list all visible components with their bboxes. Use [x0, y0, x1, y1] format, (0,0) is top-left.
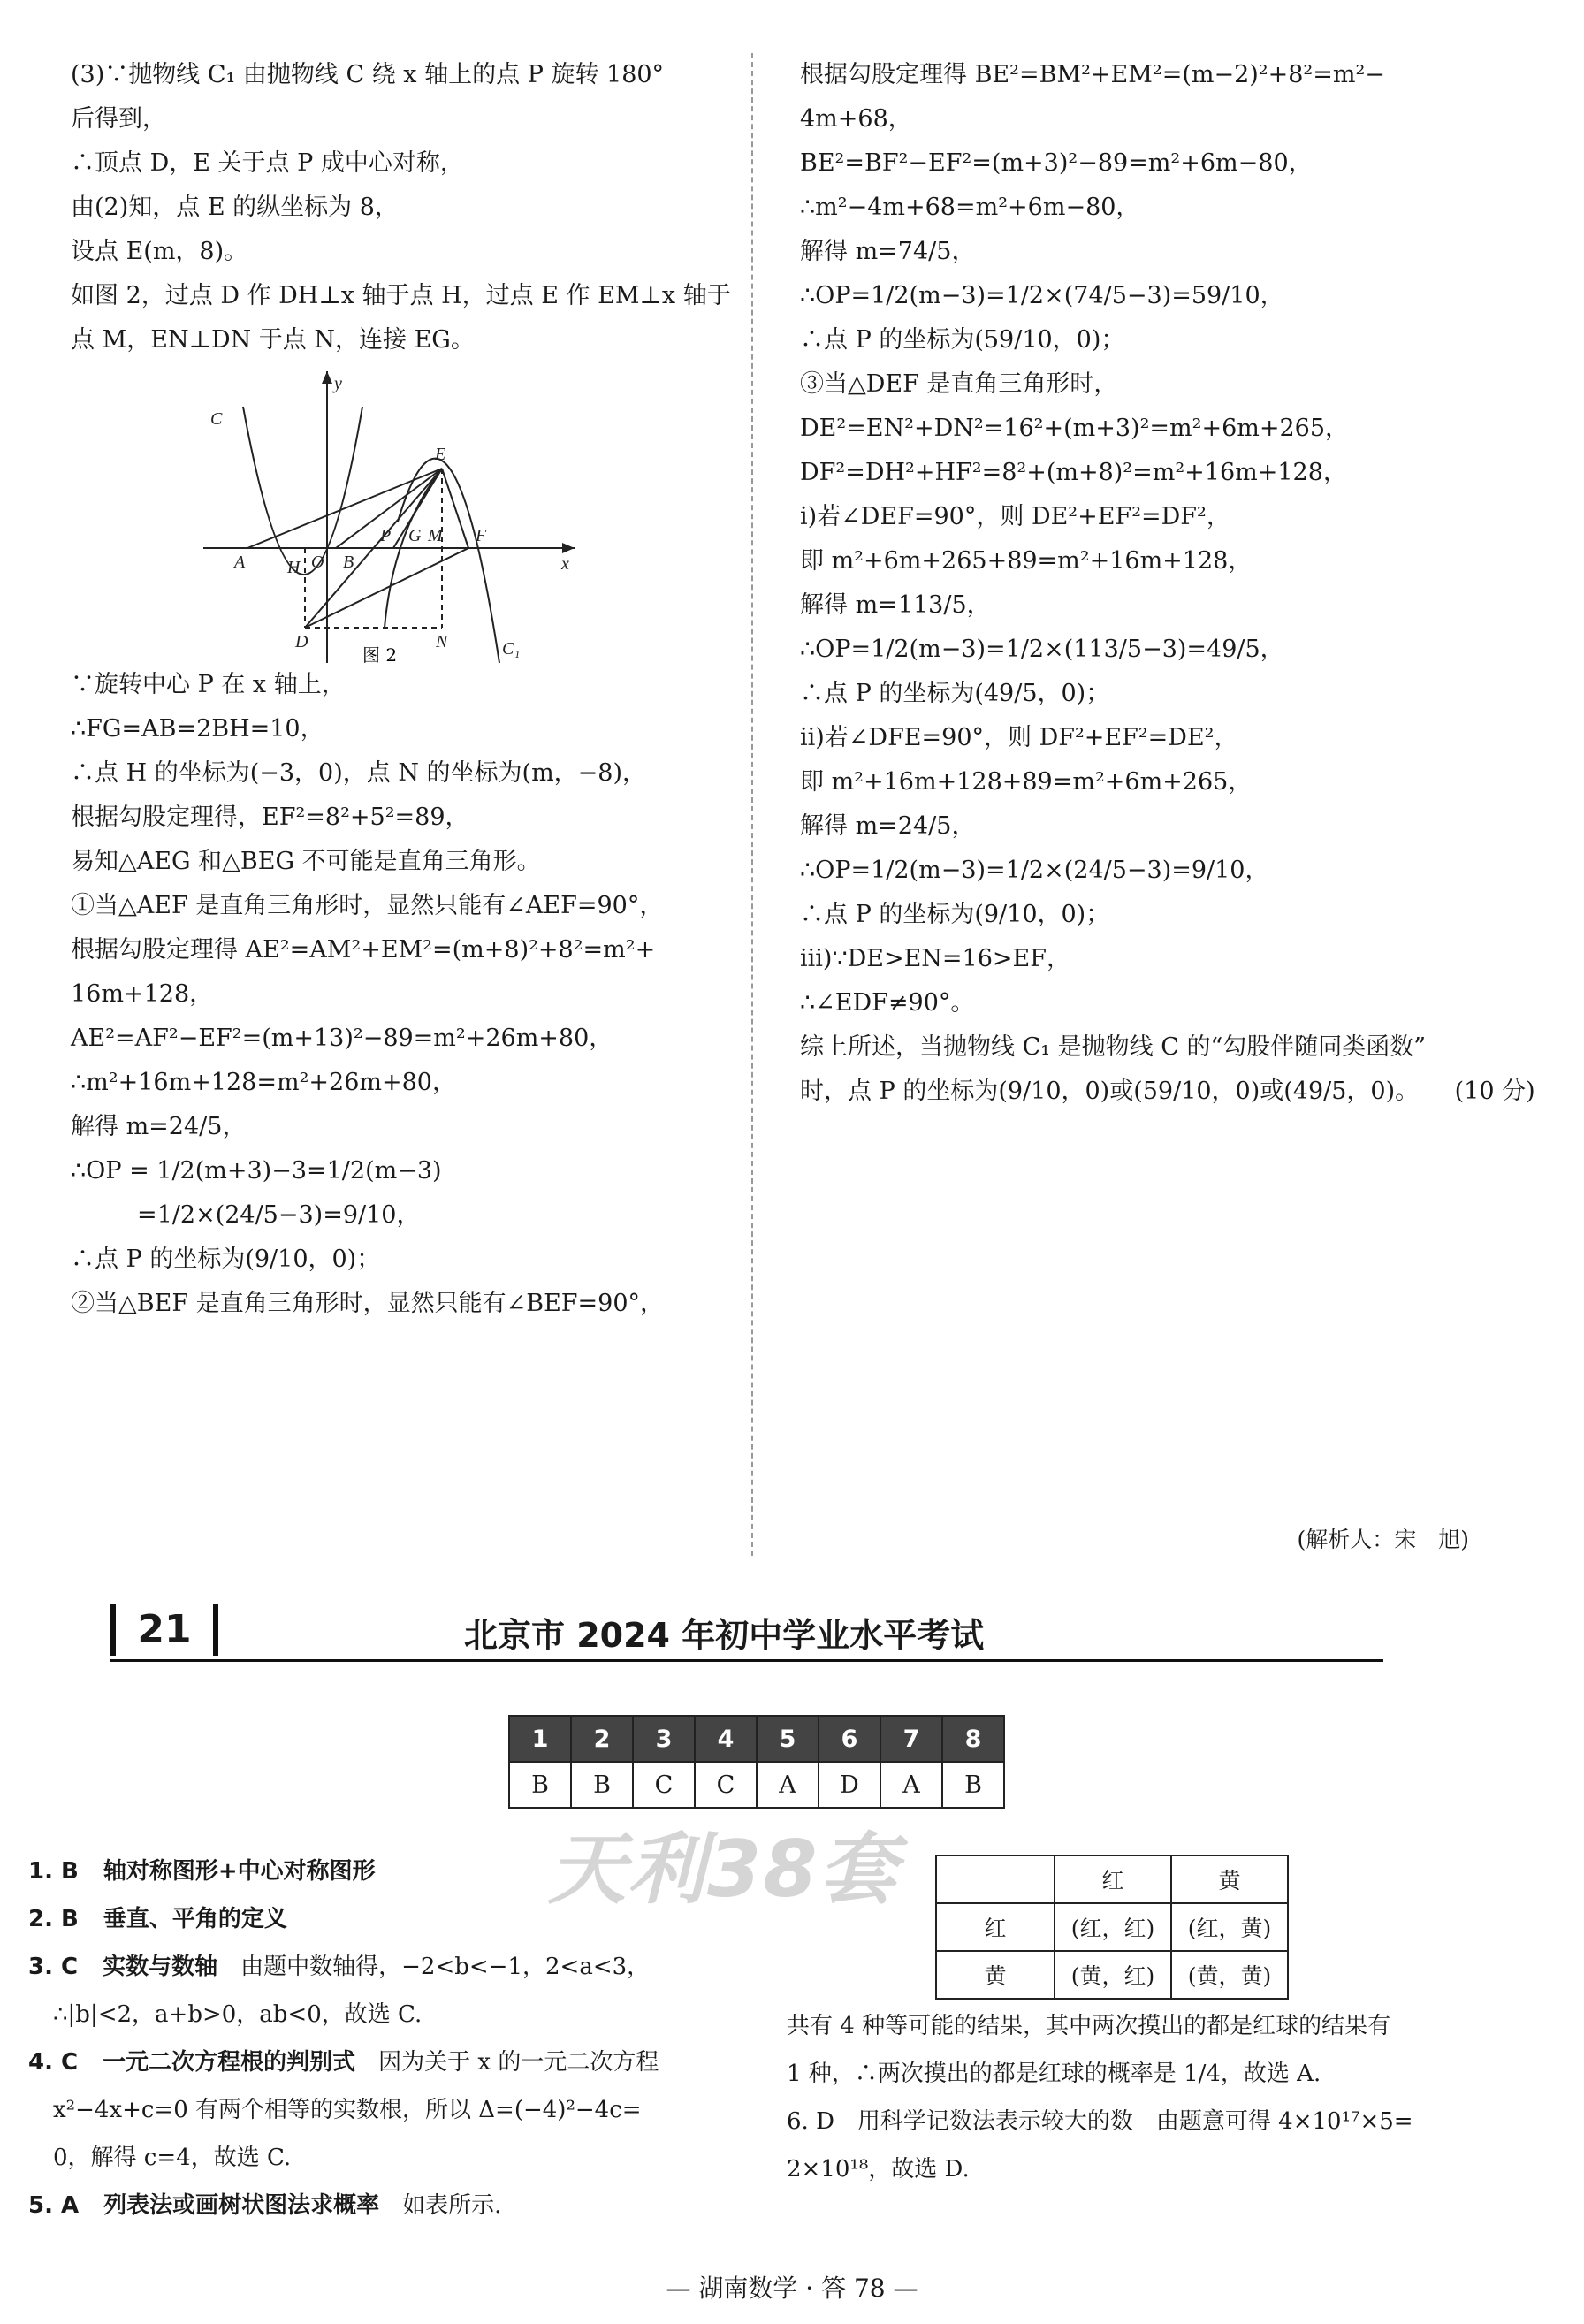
solution-line: BE²=BF²−EF²=(m+3)²−89=m²+6m−80，: [800, 149, 1313, 177]
solution-line: DE²=EN²+DN²=16²+(m+3)²=m²+6m+265，: [800, 415, 1350, 442]
label-F: F: [476, 526, 487, 545]
solution-line: ∵旋转中心 P 在 x 轴上，: [71, 671, 346, 698]
solution-line: 根据勾股定理得 AE²=AM²+EM²=(m+8)²+8²=m²+: [71, 936, 656, 964]
answer-number: 4: [695, 1716, 757, 1762]
right-column: [800, 53, 1535, 1114]
answer-explanation-line: [28, 2182, 735, 2229]
section-header: [110, 1604, 1383, 1662]
answer-choice: B: [942, 1762, 1004, 1808]
label-H: H: [287, 558, 301, 577]
label-C: C: [210, 409, 223, 429]
solution-line: ①当△AEF 是直角三角形时，显然只能有∠AEF=90°，: [71, 892, 664, 919]
label-E: E: [435, 445, 446, 464]
label-N: N: [436, 632, 448, 651]
explanation-text: ∴|b|<2，a+b>0，ab<0，故选 C.: [53, 2001, 423, 2028]
section-rule: [110, 1659, 1383, 1662]
answer-explanation-line: [28, 1848, 735, 1895]
explanation-num: 3. C: [28, 1954, 79, 1980]
answer-explanation-line: [28, 2134, 735, 2182]
label-A: A: [234, 552, 246, 572]
explanation-num: 4. C: [28, 2049, 79, 2076]
label-y: y: [334, 374, 342, 393]
solution-line: 解得 m=74/5，: [800, 238, 976, 265]
answer-explanation-line: [28, 1991, 735, 2038]
analyst-credit: (解析人：宋 旭): [1297, 1527, 1469, 1552]
solution-line: ⅲ)∵DE>EN=16>EF，: [800, 945, 1070, 972]
answer-choice: A: [757, 1762, 819, 1808]
answer-explanation-line: [28, 1895, 735, 1943]
prob-cell: (黄，红): [1055, 1951, 1171, 1999]
page-footer: — 湖南数学 · 答 78 —: [666, 2274, 918, 2303]
solution-line: ∴点 P 的坐标为(49/5，0)；: [800, 680, 1110, 707]
answer-number: 7: [880, 1716, 942, 1762]
label-D: D: [295, 632, 308, 651]
figure-caption: 图 2: [362, 644, 398, 663]
bottom-left-column: [28, 1848, 735, 2229]
explanation-num: 2. B: [28, 1906, 79, 1932]
prob-cell: 红: [936, 1903, 1055, 1951]
solution-line: 后得到，: [71, 105, 166, 133]
solution-line: 时，点 P 的坐标为(9/10，0)或(59/10，0)或(49/5，0)。 (10 分): [800, 1078, 1535, 1105]
solution-line: 由(2)知，点 E 的纵坐标为 8，: [71, 194, 399, 221]
answer-number: 2: [571, 1716, 633, 1762]
explanation-text: 如表所示.: [379, 2192, 502, 2219]
solution-line: 根据勾股定理得，EF²=8²+5²=89，: [71, 804, 469, 831]
solution-line: ∴OP=1/2(m−3)=1/2×(74/5−3)=59/10，: [800, 282, 1284, 309]
solution-line: DF²=DH²+HF²=8²+(m+8)²=m²+16m+128，: [800, 459, 1347, 486]
answer-explanation-line: 2×10¹⁸，故选 D.: [787, 2156, 970, 2183]
solution-line: ∴OP=1/2(m−3)=1/2×(113/5−3)=49/5，: [800, 636, 1284, 663]
solution-line: 如图 2，过点 D 作 DH⊥x 轴于点 H，过点 E 作 EM⊥x 轴于: [71, 282, 731, 309]
watermark: 天利38套: [548, 1824, 899, 1915]
solution-line: 4m+68，: [800, 105, 912, 133]
solution-line: ∴顶点 D，E 关于点 P 成中心对称，: [71, 149, 464, 177]
answer-explanation-line: 6. D 用科学记数法表示较大的数 由题意可得 4×10¹⁷×5=: [787, 2108, 1413, 2135]
answer-explanation-line: 1 种，∴两次摸出的都是红球的概率是 1/4，故选 A.: [787, 2061, 1321, 2087]
answer-table: [508, 1715, 1005, 1809]
answer-number: 6: [819, 1716, 880, 1762]
solution-line: ∴FG=AB=2BH=10，: [71, 715, 324, 743]
explanation-num: 5. A: [28, 2192, 80, 2219]
prob-cell: 黄: [936, 1951, 1055, 1999]
solution-line: 点 M，EN⊥DN 于点 N，连接 EG。: [71, 326, 475, 354]
solution-line: ∴OP=1/2(m−3)=1/2×(24/5−3)=9/10，: [800, 857, 1269, 884]
explanation-text: 0，解得 c=4，故选 C.: [53, 2145, 292, 2171]
solution-line: ∴m²−4m+68=m²+6m−80，: [800, 194, 1140, 221]
label-B: B: [343, 552, 354, 572]
answer-choice: B: [571, 1762, 633, 1808]
label-x: x: [561, 554, 569, 574]
solution-line: 根据勾股定理得 BE²=BM²+EM²=(m−2)²+8²=m²−: [800, 61, 1385, 88]
solution-line: 16m+128，: [71, 980, 214, 1008]
solution-line: ∴点 P 的坐标为(9/10，0)；: [800, 901, 1110, 928]
prob-cell: (红，红): [1055, 1903, 1171, 1951]
solution-line: 解得 m=24/5，: [71, 1113, 247, 1140]
label-O: O: [311, 552, 324, 572]
solution-line: 解得 m=24/5，: [800, 812, 976, 840]
answer-choice: A: [880, 1762, 942, 1808]
solution-line: ⅰ)若∠DEF=90°，则 DE²+EF²=DF²，: [800, 503, 1230, 530]
solution-line: 设点 E(m，8)。: [71, 238, 248, 265]
prob-cell: (红，黄): [1171, 1903, 1288, 1951]
answer-choice: D: [819, 1762, 880, 1808]
solution-line: ③当△DEF 是直角三角形时，: [800, 370, 1118, 398]
explanation-text: 由题中数轴得，−2<b<−1，2<a<3，: [217, 1954, 651, 1980]
solution-line: ∴OP = 1/2(m+3)−3=1/2(m−3): [71, 1157, 442, 1185]
explanation-kw: 列表法或画树状图法求概率: [103, 2192, 380, 2219]
probability-table: [935, 1855, 1289, 2000]
prob-header-cell: [936, 1855, 1055, 1903]
figure-2-graph: [203, 371, 575, 663]
solution-line: 综上所述，当抛物线 C₁ 是抛物线 C 的“勾股伴随同类函数”: [800, 1033, 1427, 1061]
section-title: 北京市 2024 年初中学业水平考试: [464, 1616, 985, 1655]
explanation-kw: 实数与数轴: [103, 1954, 218, 1980]
label-M: M: [428, 526, 443, 545]
solution-line: ∴点 P 的坐标为(9/10，0)；: [71, 1246, 381, 1273]
explanation-text: 因为关于 x 的一元二次方程: [355, 2049, 659, 2076]
solution-line: ∴点 H 的坐标为(−3，0)，点 N 的坐标为(m，−8)，: [71, 759, 647, 787]
answer-number: 3: [633, 1716, 695, 1762]
answer-explanation-line: [28, 2038, 735, 2086]
answer-number: 1: [509, 1716, 571, 1762]
answer-explanation-line: [28, 2086, 735, 2134]
answer-explanation-line: [28, 1943, 735, 1991]
bottom-right-column: [787, 2002, 1494, 2193]
solution-line: ②当△BEF 是直角三角形时，显然只能有∠BEF=90°，: [71, 1290, 665, 1317]
solution-line: 即 m²+16m+128+89=m²+6m+265，: [800, 768, 1253, 796]
answer-choice: B: [509, 1762, 571, 1808]
answer-choice: C: [633, 1762, 695, 1808]
explanation-kw: 垂直、平角的定义: [103, 1906, 287, 1932]
left-column: [71, 53, 751, 1326]
label-P: P: [380, 526, 392, 545]
solution-line: 即 m²+6m+265+89=m²+16m+128，: [800, 547, 1253, 575]
solution-line: ∴m²+16m+128=m²+26m+80，: [71, 1069, 456, 1096]
solution-line: 易知△AEG 和△BEG 不可能是直角三角形。: [71, 848, 541, 875]
op-continuation: =1/2×(24/5−3)=9/10，: [137, 1201, 421, 1229]
explanation-text: x²−4x+c=0 有两个相等的实数根，所以 Δ=(−4)²−4c=: [53, 2097, 642, 2123]
solution-line: ∴∠EDF≠90°。: [800, 989, 975, 1017]
solution-line: ∴点 P 的坐标为(59/10，0)；: [800, 326, 1125, 354]
solution-line: ⅱ)若∠DFE=90°，则 DF²+EF²=DE²，: [800, 724, 1238, 751]
answer-explanation-line: 共有 4 种等可能的结果，其中两次摸出的都是红球的结果有: [787, 2013, 1391, 2039]
prob-cell: (黄，黄): [1171, 1951, 1288, 1999]
explanation-kw: 轴对称图形+中心对称图形: [103, 1858, 376, 1885]
solution-line: AE²=AF²−EF²=(m+13)²−89=m²+26m+80，: [71, 1025, 613, 1052]
solution-line: 解得 m=113/5，: [800, 591, 991, 619]
label-G: G: [408, 526, 422, 545]
solution-line: (3)∵抛物线 C₁ 由抛物线 C 绕 x 轴上的点 P 旋转 180°: [71, 61, 665, 88]
explanation-kw: 一元二次方程根的判别式: [103, 2049, 356, 2076]
answer-choice: C: [695, 1762, 757, 1808]
prob-header-cell: 黄: [1171, 1855, 1288, 1903]
column-divider: [751, 53, 753, 1556]
label-C1: C₁: [502, 639, 521, 659]
answer-number: 8: [942, 1716, 1004, 1762]
section-number: 21: [110, 1604, 218, 1656]
answer-number: 5: [757, 1716, 819, 1762]
explanation-num: 1. B: [28, 1858, 79, 1885]
prob-header-cell: 红: [1055, 1855, 1171, 1903]
